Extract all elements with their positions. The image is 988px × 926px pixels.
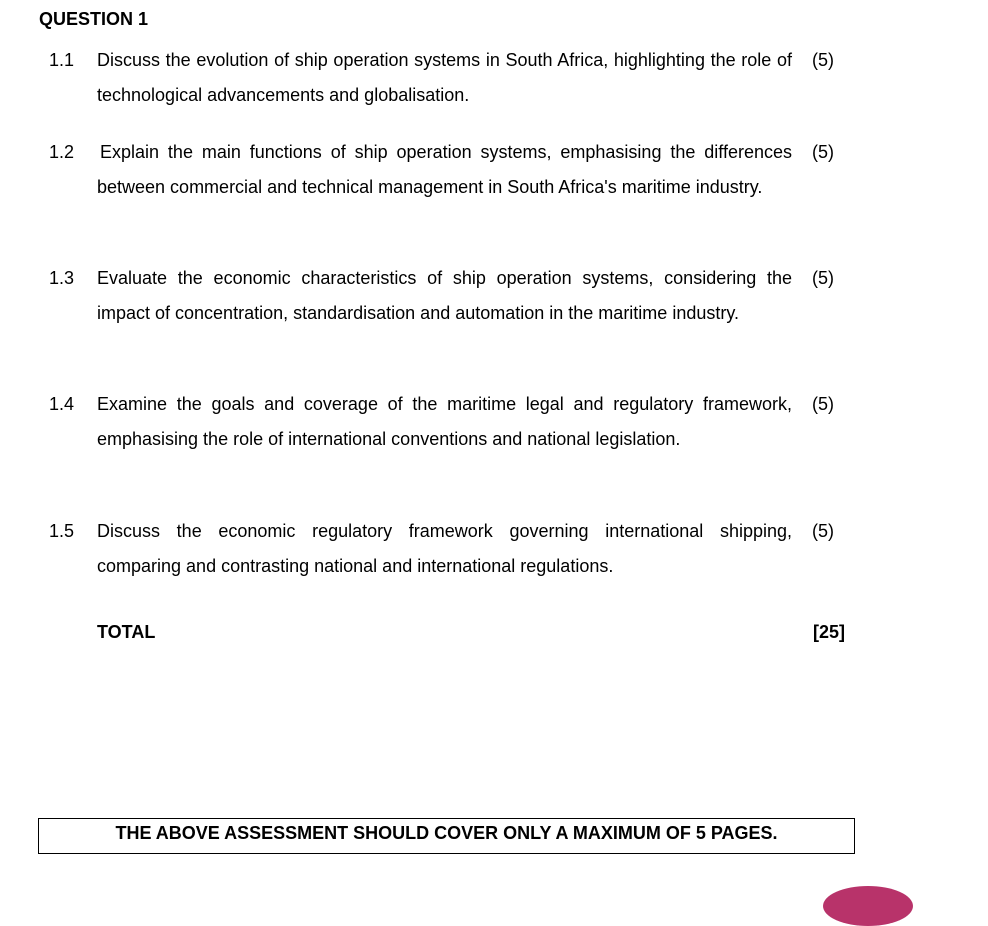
- question-marks: (5): [812, 142, 834, 162]
- question-number: 1.3: [49, 268, 75, 288]
- total-value: [25]: [813, 622, 846, 642]
- question-marks: (5): [812, 521, 834, 541]
- total-label: TOTAL: [97, 622, 156, 642]
- question-text: Explain the main functions of ship operation systems, emphasising the differences between commercial and technical management in South Africa's maritime industry.: [97, 142, 792, 197]
- question-text: Discuss the economic regulatory framework governing international shipping, comparing and contrasting national and international regulations.: [97, 521, 792, 576]
- notice-text: THE ABOVE ASSESSMENT SHOULD COVER ONLY A MAXIMUM OF 5 PAGES.: [115, 823, 778, 843]
- question-number: 1.1: [49, 50, 75, 70]
- question-marks: (5): [812, 50, 834, 70]
- stamp-edge: [823, 886, 913, 926]
- question-text: Evaluate the economic characteristics of ship operation systems, considering the impact of concentration, standardisation and automation in the maritime industry.: [97, 268, 792, 323]
- question-marks: (5): [812, 268, 834, 288]
- question-heading: QUESTION 1: [39, 9, 149, 29]
- question-number: 1.2: [49, 142, 75, 162]
- question-text: Discuss the evolution of ship operation systems in South Africa, highlighting the role of technological advancements and globalisation.: [97, 50, 792, 105]
- page-limit-notice: [38, 818, 855, 854]
- question-number: 1.5: [49, 521, 75, 541]
- question-number: 1.4: [49, 394, 75, 414]
- question-marks: (5): [812, 394, 834, 414]
- question-text: Examine the goals and coverage of the maritime legal and regulatory framework, emphasising the role of international conventions and national legislation.: [97, 394, 792, 449]
